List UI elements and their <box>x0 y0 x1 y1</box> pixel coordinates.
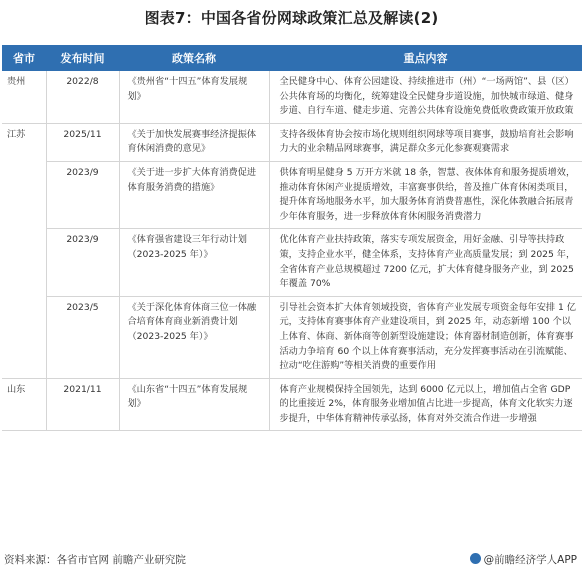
table-header-row <box>2 45 582 71</box>
policy-name-cell: 《关于加快发展赛事经济提振体育休闲消费的意见》 <box>119 123 269 161</box>
table-row <box>2 71 582 123</box>
header-time: 发布时间 <box>46 45 119 71</box>
header-province: 省市 <box>2 45 46 71</box>
table-row <box>2 123 582 161</box>
time-cell: 2023/5 <box>46 296 119 378</box>
policy-table <box>2 45 582 431</box>
policy-name-cell: 《体育强省建设三年行动计划（2023-2025 年）》 <box>119 229 269 296</box>
content-cell: 供体育明星健身 5 万开方米就 18 条，智慧、夜体体育和服务提质增效，推动体育休闲产业提质增效，丰富赛事供给，普及推广体育休闲类项目，提升体育场地服务水平，加大服务体育消费普惠性，深化体教融合拓展青少年体育服务，进一步释放体育休闲服务消费潜力 <box>269 161 582 228</box>
policy-name-cell: 《贵州省“十四五”体育发展规划》 <box>119 71 269 123</box>
table-row <box>2 378 582 431</box>
brand-logo-icon <box>470 553 481 564</box>
province-cell: 山东 <box>2 378 46 431</box>
time-cell: 2023/9 <box>46 161 119 228</box>
time-cell: 2023/9 <box>46 229 119 296</box>
content-cell: 全民健身中心、体育公园建设、持续推进市（州）“一场两馆”、县（区）公共体育场的均衡化，统筹建设全民健身步道设施，加快城市绿道、健身步道、自行车道、健走步道、完善公共体育设施免费低收费政策开放政策 <box>269 71 582 123</box>
policy-name-cell: 《关于深化体育体商三位一体融合培育体育商业新消费计划（2023-2025 年）》 <box>119 296 269 378</box>
province-cell: 贵州 <box>2 71 46 123</box>
table-row <box>2 296 582 378</box>
header-key-content: 重点内容 <box>269 45 582 71</box>
source-note: 资料来源：各省市官网 前瞻产业研究院 <box>4 554 186 566</box>
brand-credit <box>470 552 577 567</box>
content-cell: 支持各级体育协会按市场化规则组织网球等项目赛事，鼓励培育社会影响力大的业余精品网球赛事，满足群众多元化参赛观赛需求 <box>269 123 582 161</box>
header-policy-name: 政策名称 <box>119 45 269 71</box>
time-cell: 2022/8 <box>46 71 119 123</box>
content-cell: 引导社会资本扩大体育领域投资，省体育产业发展专项资金每年安排 1 亿元，支持体育赛事体育产业建设项目，到 2025 年，动态新增 100 个以上体育、体商、新体商等创新型设施建设；体育器材制造创新，体育赛事活动力争培育 60 个以上体育赛事活动，充分发挥赛事活动在引流赋能、拉动“吃住游购”等相关消费的重要作用 <box>269 296 582 378</box>
brand-label: @前瞻经济学人APP <box>483 554 577 566</box>
page-title: 图表7：中国各省份网球政策汇总及解读(2) <box>144 9 439 27</box>
content-cell: 体育产业规模保持全国领先，达到 6000 亿元以上，增加值占全省 GDP 的比重接近 2%，体育服务业增加值占比进一步提高，体育文化软实力逐步提升，中华体育精神传承弘扬，体育对外交流合作进一步增强 <box>269 378 582 431</box>
policy-name-cell: 《山东省“十四五”体育发展规划》 <box>119 378 269 431</box>
table-row <box>2 161 582 228</box>
time-cell: 2025/11 <box>46 123 119 161</box>
policy-name-cell: 《关于进一步扩大体育消费促进体育服务消费的措施》 <box>119 161 269 228</box>
table-row <box>2 229 582 296</box>
province-cell: 江苏 <box>2 123 46 378</box>
time-cell: 2021/11 <box>46 378 119 431</box>
content-cell: 优化体育产业扶持政策，落实专项发展资金，用好金融、引导等扶持政策，支持企业水平，健全体系，支持体育产业高质量发展；到 2025 年，全省体育产业总规模超过 7200 亿元，扩大体育健身服务产业，到 2025 年覆盖 70% <box>269 229 582 296</box>
